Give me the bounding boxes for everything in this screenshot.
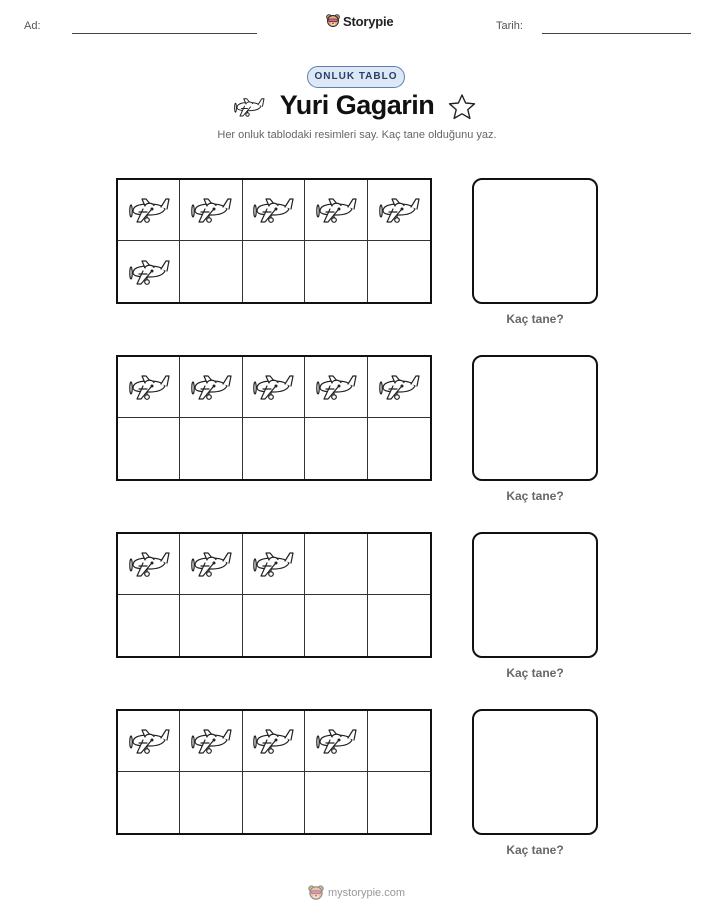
- brand-logo: [326, 13, 393, 29]
- frame-cell: [118, 534, 180, 595]
- airplane-icon: [251, 371, 295, 403]
- frame-cell: [118, 595, 180, 656]
- frame-cell: [368, 418, 430, 479]
- frame-cell: [243, 711, 305, 772]
- frame-cell: [243, 418, 305, 479]
- brand-name: Storypie: [343, 13, 394, 29]
- page-title: Yuri Gagarin: [279, 90, 435, 120]
- frame-cell: [305, 418, 367, 479]
- frame-cell: [368, 711, 430, 772]
- airplane-icon: [314, 371, 358, 403]
- answer-box-4[interactable]: [472, 709, 598, 835]
- frame-cell: [305, 595, 367, 656]
- ten-frame-4: [116, 709, 432, 835]
- frame-cell: [243, 772, 305, 833]
- frame-cell: [368, 357, 430, 418]
- name-label: Ad:: [24, 20, 41, 32]
- date-label: Tarih:: [496, 20, 523, 32]
- frame-cell: [305, 772, 367, 833]
- name-line[interactable]: [72, 33, 257, 34]
- airplane-icon: [189, 548, 233, 580]
- footer-url[interactable]: mystorypie.com: [328, 887, 406, 899]
- airplane-icon: [189, 194, 233, 226]
- airplane-icon: [127, 371, 171, 403]
- bear-mascot-icon: [326, 13, 340, 29]
- airplane-icon: [251, 725, 295, 757]
- answer-box-1[interactable]: [472, 178, 598, 304]
- frame-cell: [180, 357, 242, 418]
- answer-label-2: Kaç tane?: [506, 489, 564, 503]
- frame-cell: [305, 534, 367, 595]
- frame-cell: [243, 241, 305, 302]
- frame-cell: [180, 180, 242, 241]
- airplane-icon: [314, 194, 358, 226]
- frame-cell: [118, 357, 180, 418]
- ten-frame-3: [116, 532, 432, 658]
- airplane-icon: [189, 371, 233, 403]
- frame-cell: [118, 241, 180, 302]
- frame-cell: [180, 772, 242, 833]
- frame-cell: [243, 180, 305, 241]
- frame-cell: [243, 595, 305, 656]
- airplane-icon: [377, 371, 421, 403]
- bear-mascot-icon: [308, 884, 324, 902]
- instructions: Her onluk tablodaki resimleri say. Kaç tane olduğunu yaz.: [217, 129, 497, 141]
- frame-cell: [305, 711, 367, 772]
- frame-cell: [118, 180, 180, 241]
- frame-cell: [305, 180, 367, 241]
- footer: [308, 884, 405, 902]
- frame-cell: [243, 357, 305, 418]
- worksheet-type-badge: ONLUK TABLO: [307, 66, 405, 88]
- frame-cell: [368, 772, 430, 833]
- answer-label-1: Kaç tane?: [506, 312, 564, 326]
- frame-cell: [368, 595, 430, 656]
- ten-frame-1: [116, 178, 432, 304]
- frame-cell: [305, 241, 367, 302]
- frame-cell: [118, 711, 180, 772]
- frame-cell: [180, 595, 242, 656]
- answer-label-3: Kaç tane?: [506, 666, 564, 680]
- airplane-icon: [127, 256, 171, 288]
- answer-label-4: Kaç tane?: [506, 843, 564, 857]
- frame-cell: [368, 241, 430, 302]
- date-line[interactable]: [542, 33, 691, 34]
- frame-cell: [368, 534, 430, 595]
- answer-box-2[interactable]: [472, 355, 598, 481]
- airplane-icon: [127, 194, 171, 226]
- airplane-icon: [127, 548, 171, 580]
- airplane-icon: [251, 194, 295, 226]
- airplane-icon: [314, 725, 358, 757]
- airplane-icon: [127, 725, 171, 757]
- frame-cell: [118, 418, 180, 479]
- answer-box-3[interactable]: [472, 532, 598, 658]
- airplane-icon: [251, 548, 295, 580]
- frame-cell: [180, 241, 242, 302]
- frame-cell: [368, 180, 430, 241]
- star-icon: [446, 92, 478, 122]
- frame-cell: [118, 772, 180, 833]
- frame-cell: [180, 418, 242, 479]
- airplane-icon: [377, 194, 421, 226]
- frame-cell: [180, 711, 242, 772]
- airplane-icon: [189, 725, 233, 757]
- ten-frame-2: [116, 355, 432, 481]
- frame-cell: [243, 534, 305, 595]
- frame-cell: [180, 534, 242, 595]
- frame-cell: [305, 357, 367, 418]
